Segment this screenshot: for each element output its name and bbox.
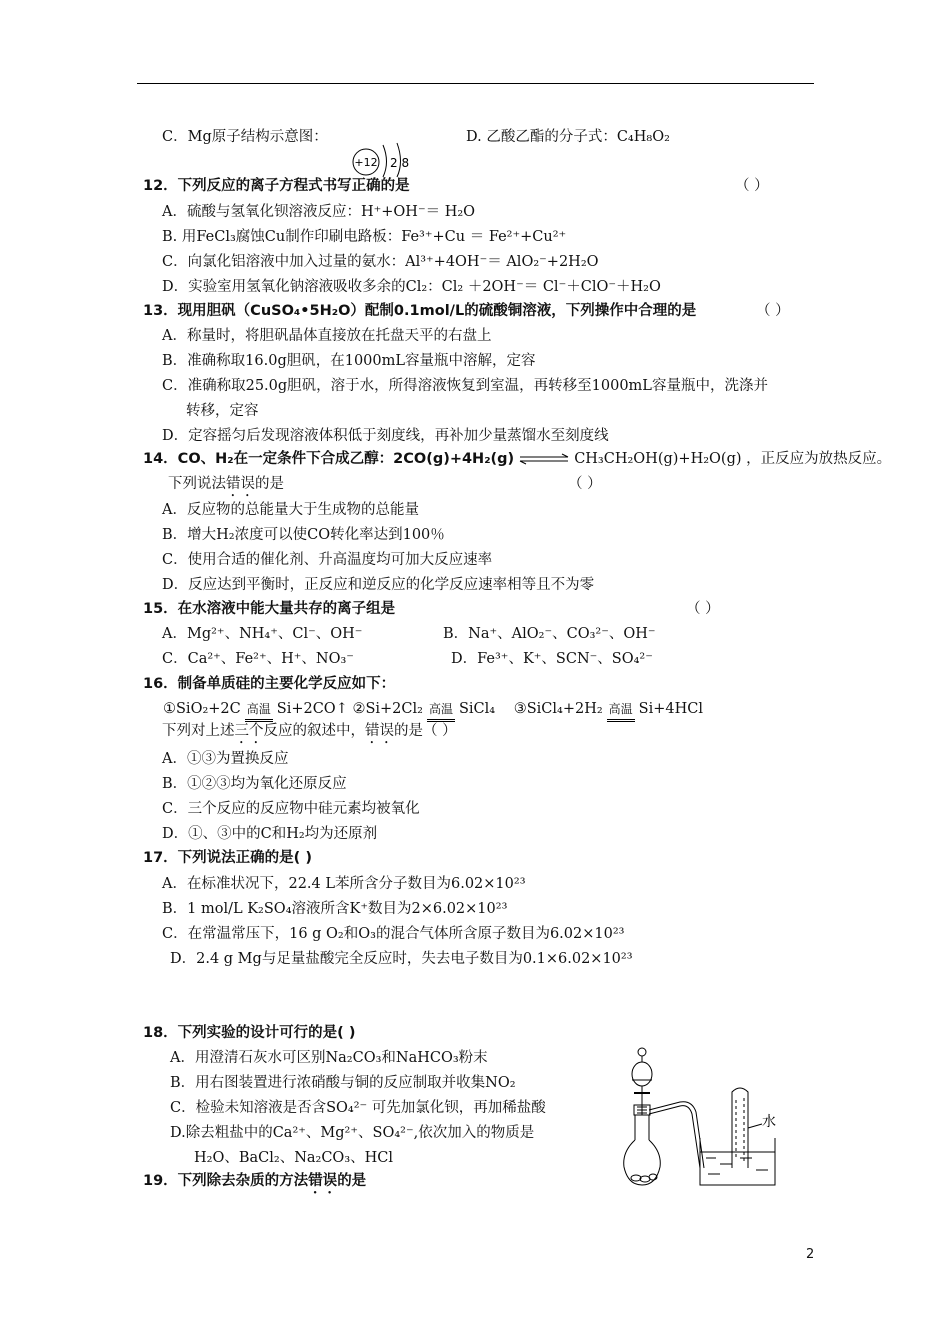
text-run: 19．下列除去杂质的方法 [143,1173,309,1189]
reaction-2-right: SiCl₄ [458,701,496,717]
question-14-products: CH₃CH₂OH(g)+H₂O(g) ，正反应为放热反应。 [574,451,892,467]
option-14b: B．增大H₂浓度可以使CO转化率达到100％ [162,527,445,543]
option-17d: D．2.4 g Mg与足量盐酸完全反应时，失去电子数目为0.1×6.02×10²³ [170,951,633,967]
question-18: 18．下列实验的设计可行的是( ) [143,1025,356,1041]
option-18b: B．用右图装置进行浓硝酸与铜的反应制取并收集NO₂ [170,1075,516,1091]
question-17: 17．下列说法正确的是( ) [143,850,312,866]
emphasis-wrong: 错误 [226,476,255,492]
gas-collection-apparatus-figure [620,1040,790,1190]
question-14 [143,449,891,469]
option-15c: C．Ca²⁺、Fe²⁺、H⁺、NO₃⁻ [162,651,354,667]
text-run: 的是 [337,1173,367,1189]
option-11d: D. 乙酸乙酯的分子式：C₄H₈O₂ [466,129,670,145]
option-12a: A．硫酸与氢氧化钡溶液反应：H⁺+OH⁻＝ H₂O [162,204,476,220]
option-17c: C．在常温常压下，16 g O₂和O₃的混合气体所含原子数目为6.02×10²³ [162,926,625,942]
emphasis-wrong: 错误 [308,1173,338,1189]
reaction-2-left: ②Si+2Cl₂ [352,701,423,717]
question-15: 15．在水溶液中能大量共存的离子组是 [143,601,396,617]
option-12c: C．向氯化铝溶液中加入过量的氨水：Al³⁺+4OH⁻＝ AlO₂⁻+2H₂O [162,254,599,270]
option-13c: C．准确称取25.0g胆矾，溶于水，所得溶液恢复到室温，再转移至1000mL容量瓶中，洗涤并 [162,378,768,394]
option-18a: A．用澄清石灰水可区别Na₂CO₃和NaHCO₃粉末 [170,1050,488,1066]
condition-high-temp: 高温 [427,699,455,719]
option-17a: A．在标准状况下，22.4 L苯所含分子数目为6.02×10²³ [162,876,526,892]
question-16-stem [162,721,457,747]
text-run: 的是（ ） [394,723,457,739]
mg-shell-counts: 2 8 [390,156,410,170]
emphasis-wrong: 错误 [365,723,394,739]
option-13c-cont: 转移，定容 [186,403,259,419]
mg-nucleus-label: +12 [354,156,378,169]
option-14a: A．反应物的总能量大于生成物的总能量 [162,502,419,518]
mg-atom-structure-diagram [350,137,430,179]
option-14d: D．反应达到平衡时，正反应和逆反应的化学反应速率相等且不为零 [162,577,595,593]
answer-blank-14: （ ） [568,476,602,492]
option-12b: B. 用FeCl₃腐蚀Cu制作印刷电路板：Fe³⁺+Cu ＝ Fe²⁺+Cu²⁺ [162,229,567,245]
option-11c: C．Mg原子结构示意图： [162,129,328,145]
equilibrium-arrow-icon [518,453,570,465]
option-18d: D.除去粗盐中的Ca²⁺、Mg²⁺、SO₄²⁻,依次加入的物质是 [170,1125,535,1141]
option-13a: A．称量时，将胆矾晶体直接放在托盘天平的右盘上 [162,328,492,344]
option-18d-cont: H₂O、BaCl₂、Na₂CO₃、HCl [194,1150,394,1166]
option-17b: B．1 mol/L K₂SO₄溶液所含K⁺数目为2×6.02×10²³ [162,901,508,917]
header-rule [137,83,814,84]
option-16c: C．三个反应的反应物中硅元素均被氧化 [162,801,420,817]
text-run: 下列对上述 [162,723,235,739]
text-run: 反应的叙述中， [263,723,365,739]
option-16b: B．①②③均为氧化还原反应 [162,776,347,792]
water-label: 水 [762,1114,776,1130]
option-16d: D．①、③中的C和H₂均为还原剂 [162,826,378,842]
reaction-1-left: ①SiO₂+2C [163,701,241,717]
reaction-3-right: Si+4HCl [638,701,703,717]
option-15d: D．Fe³⁺、K⁺、SCN⁻、SO₄²⁻ [451,651,653,667]
page-number: 2 [806,1247,815,1262]
emphasis-three: 三个 [234,723,264,739]
option-18c: C．检验未知溶液是否含SO₄²⁻ 可先加氯化钡，再加稀盐酸 [170,1100,546,1116]
answer-blank-15: （ ） [686,601,720,617]
option-13b: B．准确称取16.0g胆矾，在1000mL容量瓶中溶解，定容 [162,353,536,369]
question-14-reactants: 14．CO、H₂在一定条件下合成乙醇：2CO(g)+4H₂(g) [143,451,515,467]
question-16-reactions [163,699,703,719]
question-14-stem [168,474,284,500]
text-run: 的是 [255,476,284,492]
condition-high-temp: 高温 [245,699,273,719]
option-13d: D．定容摇匀后发现溶液体积低于刻度线，再补加少量蒸馏水至刻度线 [162,428,609,444]
option-16a: A．①③为置换反应 [162,751,289,767]
question-16: 16．制备单质硅的主要化学反应如下： [143,676,396,692]
answer-blank-13: （ ） [756,303,790,319]
question-19 [143,1171,366,1197]
option-14c: C．使用合适的催化剂、升高温度均可加大反应速率 [162,552,493,568]
question-12: 12．下列反应的离子方程式书写正确的是 [143,178,410,194]
option-15b: B．Na⁺、AlO₂⁻、CO₃²⁻、OH⁻ [443,626,656,642]
text-run: 下列说法 [168,476,226,492]
reaction-3-left: ③SiCl₄+2H₂ [513,701,603,717]
condition-high-temp: 高温 [607,699,635,719]
option-12d: D．实验室用氢氧化钠溶液吸收多余的Cl₂：Cl₂ ＋2OH⁻＝ Cl⁻＋ClO⁻＋H₂O [162,279,661,295]
answer-blank-12: （ ） [735,178,769,194]
option-15a: A．Mg²⁺、NH₄⁺、Cl⁻、OH⁻ [162,626,363,642]
reaction-1-right: Si+2CO↑ [276,701,348,717]
question-13: 13．现用胆矾（CuSO₄•5H₂O）配制0.1mol/L的硫酸铜溶液，下列操作中合理的是 [143,303,697,319]
